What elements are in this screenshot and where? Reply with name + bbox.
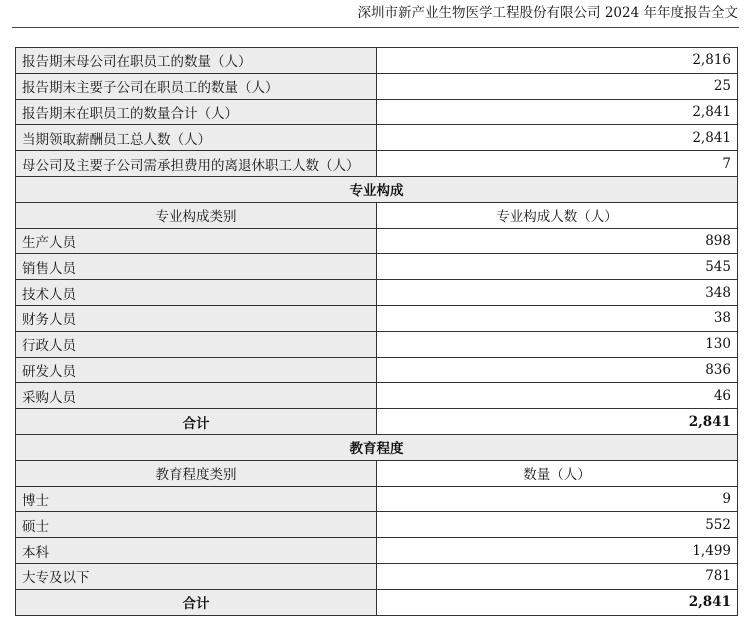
table-row [16,486,738,512]
column-header-row [16,202,738,228]
row-label: 母公司及主要子公司需承担费用的离退休职工人数（人） [16,151,377,177]
row-label: 采购人员 [16,383,377,409]
row-value: 1,499 [377,538,738,564]
row-value: 2,841 [377,99,738,125]
row-value: 552 [377,512,738,538]
profession-section-title: 专业构成 [16,176,738,202]
row-label: 大专及以下 [16,563,377,589]
total-row [16,589,738,615]
table-row [16,254,738,280]
table-row [16,48,738,74]
row-value: 38 [377,305,738,331]
row-value: 25 [377,73,738,99]
row-value: 7 [377,151,738,177]
column-header-row [16,460,738,486]
section-header-row [16,176,738,202]
row-label: 报告期末主要子公司在职员工的数量（人） [16,73,377,99]
row-label: 硕士 [16,512,377,538]
header-divider [12,27,739,28]
profession-count-header: 专业构成人数（人） [377,202,738,228]
row-label: 技术人员 [16,280,377,306]
table-row [16,512,738,538]
total-value: 2,841 [377,409,738,435]
education-count-header: 数量（人） [377,460,738,486]
row-label: 财务人员 [16,305,377,331]
table-row [16,125,738,151]
document-header: 深圳市新产业生物医学工程股份有限公司 2024 年年度报告全文 [357,5,738,21]
table-row [16,305,738,331]
row-value: 130 [377,331,738,357]
total-row [16,409,738,435]
row-label: 报告期末在职员工的数量合计（人） [16,99,377,125]
row-label: 行政人员 [16,331,377,357]
education-section-title: 教育程度 [16,434,738,460]
table-row [16,383,738,409]
employee-table [15,47,738,616]
row-label: 报告期末母公司在职员工的数量（人） [16,48,377,74]
table-row [16,563,738,589]
row-label: 研发人员 [16,357,377,383]
table-row [16,280,738,306]
total-label: 合计 [16,589,377,615]
table-row [16,151,738,177]
table-row [16,73,738,99]
row-label: 本科 [16,538,377,564]
total-label: 合计 [16,409,377,435]
row-value: 898 [377,228,738,254]
profession-category-header: 专业构成类别 [16,202,377,228]
table-row [16,538,738,564]
row-value: 46 [377,383,738,409]
row-value: 781 [377,563,738,589]
row-value: 545 [377,254,738,280]
row-value: 2,816 [377,48,738,74]
row-value: 348 [377,280,738,306]
row-value: 836 [377,357,738,383]
row-value: 2,841 [377,125,738,151]
section-header-row [16,434,738,460]
total-value: 2,841 [377,589,738,615]
table-row [16,357,738,383]
row-label: 销售人员 [16,254,377,280]
row-label: 生产人员 [16,228,377,254]
row-value: 9 [377,486,738,512]
table-row [16,228,738,254]
row-label: 博士 [16,486,377,512]
education-category-header: 教育程度类别 [16,460,377,486]
table-row [16,331,738,357]
row-label: 当期领取薪酬员工总人数（人） [16,125,377,151]
table-row [16,99,738,125]
